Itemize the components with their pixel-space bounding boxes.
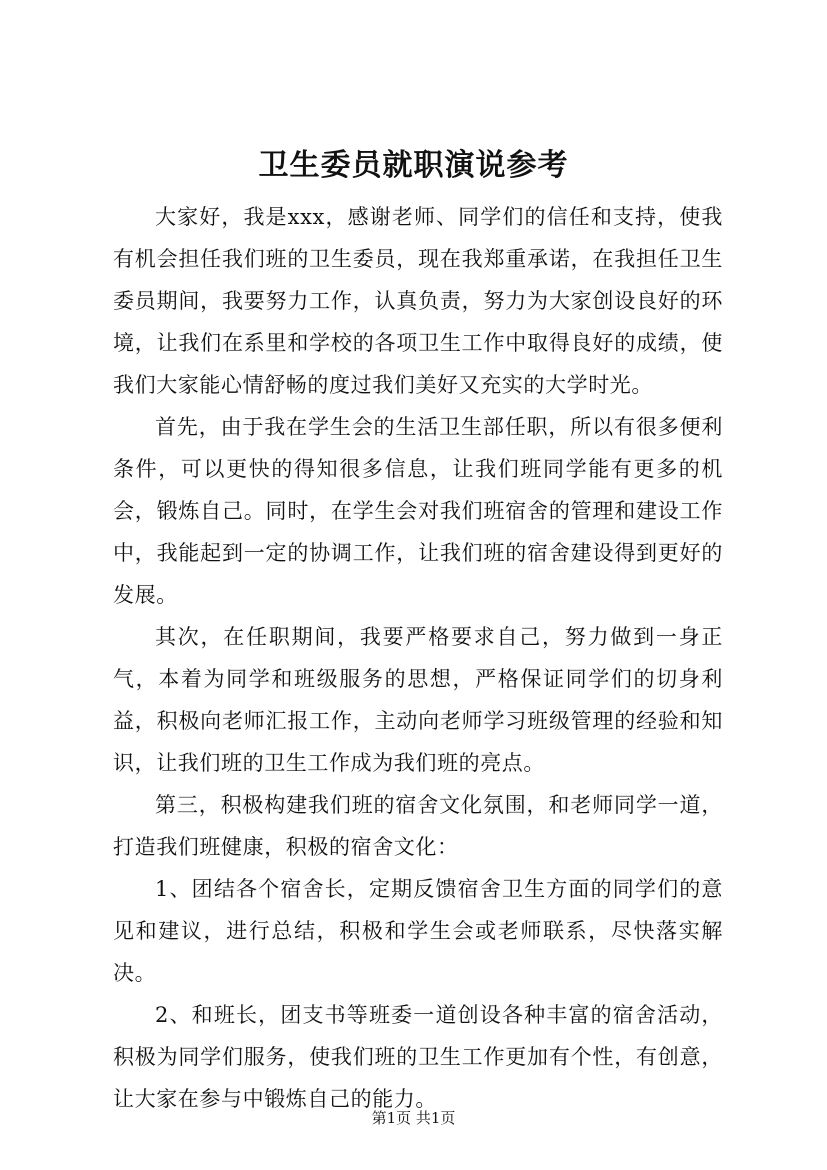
paragraph-third: 第三，积极构建我们班的宿舍文化氛围，和老师同学一道，打造我们班健康，积极的宿舍文化：: [113, 793, 723, 859]
page-footer: 第1页 共1页: [371, 1109, 456, 1127]
document-body: [113, 196, 723, 1120]
paragraph-item-2: 2、和班长，团支书等班委一道创设各种丰富的宿舍活动，积极为同学们服务，使我们班的卫生工作更加有个性，有创意，让大家在参与中锻炼自己的能力。: [113, 1003, 723, 1111]
document-title: 卫生委员就职演说参考: [258, 148, 569, 183]
paragraph-item-1: 1、团结各个宿舍长，定期反馈宿舍卫生方面的同学们的意见和建议，进行总结，积极和学生会或老师联系，尽快落实解决。: [113, 877, 723, 985]
paragraph-first: 首先，由于我在学生会的生活卫生部任职，所以有很多便利条件，可以更快的得知很多信息，让我们班同学能有更多的机会，锻炼自己。同时，在学生会对我们班宿舍的管理和建设工作中，我能起到一定的协调工作，让我们班的宿舍建设得到更好的发展。: [113, 415, 723, 607]
paragraph-second: 其次，在任职期间，我要严格要求自己，努力做到一身正气，本着为同学和班级服务的思想，严格保证同学们的切身利益，积极向老师汇报工作，主动向老师学习班级管理的经验和知识，让我们班的卫生工作成为我们班的亮点。: [113, 625, 723, 775]
paragraph-greeting: 大家好，我是xxx，感谢老师、同学们的信任和支持，使我有机会担任我们班的卫生委员，现在我郑重承诺，在我担任卫生委员期间，我要努力工作，认真负责，努力为大家创设良好的环境，让我们在系里和学校的各项卫生工作中取得良好的成绩，使我们大家能心情舒畅的度过我们美好又充实的大学时光。: [113, 205, 723, 397]
